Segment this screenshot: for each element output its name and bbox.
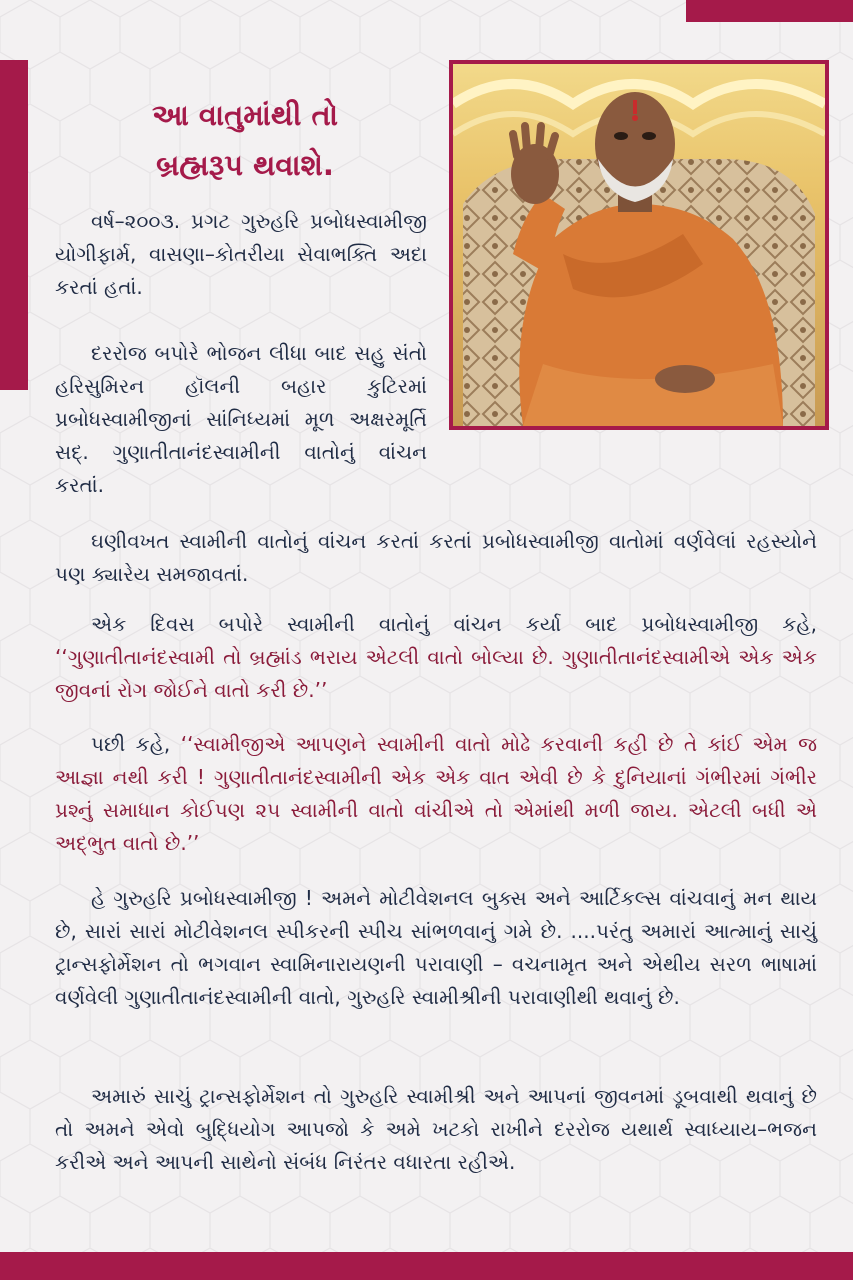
- paragraph-daily-reading: દરરોજ બપોરે ભોજન લીધા બાદ સહુ સંતો હરિસુમિરન હૉલની બહાર કુટિરમાં પ્રબોધસ્વામીજીનાં સાંનિધ્યમાં મૂળ અક્ષરમૂર્તિ સદ્. ગુણાતીતાનંદસ્વામીની વાતોનું વાંચન કરતાં.: [55, 341, 427, 497]
- paragraph-one-day: [55, 608, 817, 707]
- bottom-accent-bar: [0, 1252, 853, 1280]
- quote-swamiji: ‘‘સ્વામીજીએ આપણને સ્વામીની વાતો મોઢે કરવાની કહી છે તે કાંઈ એમ જ આજ્ઞા નથી કરી ! ગુણાતીતાનંદસ્વામીની એક એક વાત એવી છે કે દુનિયાનાં ગંભીરમાં ગંભીર પ્રશ્નું સમાધાન કોઈપણ ૨૫ સ્વામીની વાતો વાંચીએ તો એમાંથી મળી જાય. એટલી બધી એ અદ્ભુત વાતો છે.’’: [55, 732, 818, 855]
- paragraph-then-said-lead: પછી કહે,: [91, 732, 181, 756]
- paragraph-explanations: ઘણીવખત સ્વામીની વાતોનું વાંચન કરતાં કરતાં પ્રબોધસ્વામીજી વાતોમાં વર્ણવેલાં રહસ્યોને પણ ક્યારેય સમજાવતાં.: [55, 529, 817, 586]
- paragraph-transformation: અમારું સાચું ટ્રાન્સફોર્મેશન તો ગુરુહરિ સ્વામીશ્રી અને આપનાં જીવનમાં ડૂબવાથી થવાનું છે તો અમને એવો બુદ્ધિયોગ આપજો કે અમે ખટકો રાખીને દરરોજ યથાર્થ સ્વાધ્યાય–ભજન કરીએ અને આપની સાથેનો સંબંધ નિરંતર વધારતા રહીએ.: [55, 1084, 817, 1174]
- swamiji-photo: [449, 60, 829, 430]
- top-accent-bar: [686, 0, 853, 22]
- paragraph-then-said: [55, 728, 817, 860]
- title-line-2: બ્રહ્મરૂપ થવાશે.: [156, 148, 334, 182]
- paragraph-prayer: હે ગુરુહરિ પ્રબોધસ્વામીજી ! અમને મોટીવેશનલ બુક્સ અને આર્ટિકલ્સ વાંચવાનું મન થાય છે, સારાં સારાં મોટીવેશનલ સ્પીકરની સ્પીચ સાંભળવાનું ગમે છે. ....પરંતુ અમારાં આત્માનું સાચું ટ્રાન્સફોર્મેશન તો ભગવાન સ્વામિનારાયણની પરાવાણી – વચનામૃત અને એથીય સરળ ભાષામાં વર્ણવેલી ગુણાતીતાનંદસ્વામીની વાતો, ગુરુહરિ સ્વામીશ્રીની પરાવાણીથી થવાનું છે.: [55, 886, 817, 1009]
- paragraph-year-intro: વર્ષ–૨૦૦૩. પ્રગટ ગુરુહરિ પ્રબોધસ્વામીજી યોગીફાર્મ, વાસણા–કોતરીયા સેવાભક્તિ અદા કરતાં હતાં.: [55, 209, 427, 299]
- title-line-1: આ વાતુમાંથી તો: [151, 98, 339, 132]
- paragraph-one-day-lead: એક દિવસ બપોરે સ્વામીની વાતોનું વાંચન કર્યા બાદ પ્રબોધસ્વામીજી કહે,: [91, 612, 817, 636]
- page-title: [60, 90, 430, 190]
- left-accent-bar: [0, 60, 28, 390]
- quote-gunatitanand: ‘‘ગુણાતીતાનંદસ્વામી તો બ્રહ્માંડ ભરાય એટલી વાતો બોલ્યા છે. ગુણાતીતાનંદસ્વામીએ એક એક જીવનાં રોગ જોઈને વાતો કરી છે.’’: [55, 645, 817, 702]
